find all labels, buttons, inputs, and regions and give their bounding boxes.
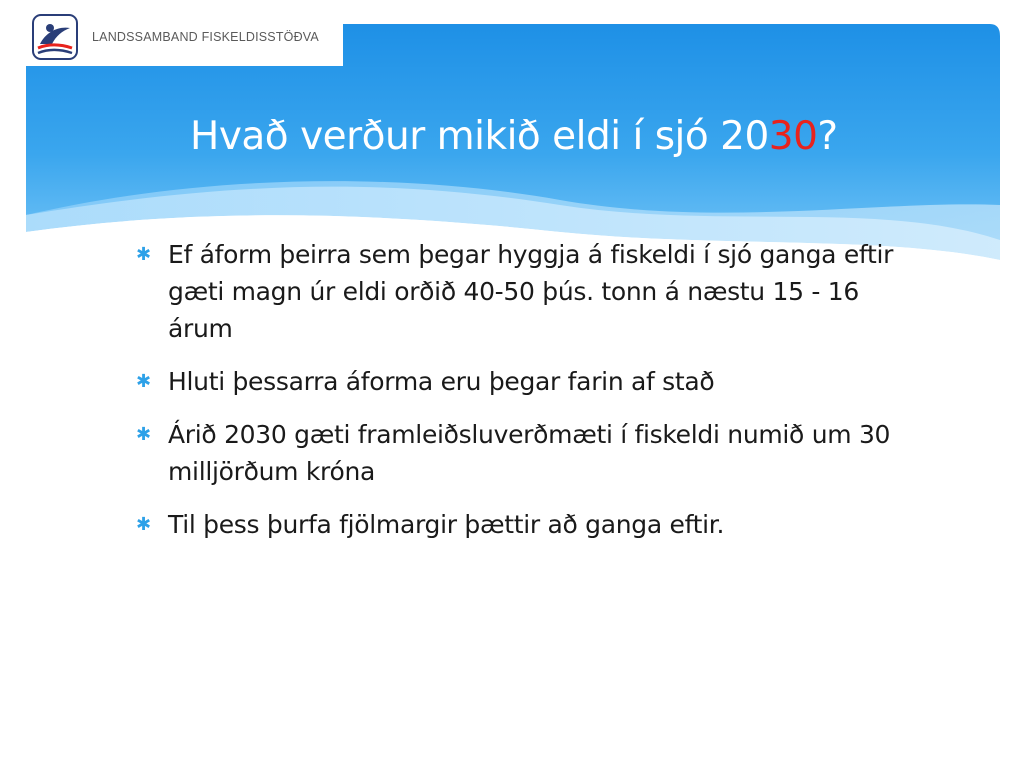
title-main: Hvað verður mikið eldi í sjó 20 (190, 114, 769, 160)
title-accent: 30 (768, 114, 818, 160)
bullet-text: Ef áform þeirra sem þegar hyggja á fiskeldi í sjó ganga eftir gæti magn úr eldi orðið 40-50 þús. tonn á næstu 15 - 16 árum (168, 240, 894, 343)
page-title (190, 114, 910, 159)
bullet-text: Til þess þurfa fjölmargir þættir að ganga eftir. (168, 510, 725, 539)
asterisk-icon: ✱ (136, 424, 151, 445)
asterisk-icon: ✱ (136, 514, 151, 535)
list-item (134, 236, 924, 347)
bullet-text: Árið 2030 gæti framleiðsluverðmæti í fiskeldi numið um 30 milljörðum króna (168, 420, 891, 486)
fish-farm-logo-icon (32, 14, 78, 60)
list-item (134, 363, 924, 400)
bullet-text: Hluti þessarra áforma eru þegar farin af stað (168, 367, 715, 396)
title-end: ? (817, 114, 838, 160)
logo (26, 8, 343, 66)
list-item (134, 506, 924, 543)
list-item (134, 416, 924, 490)
bullet-list (134, 236, 924, 559)
asterisk-icon: ✱ (136, 371, 151, 392)
asterisk-icon: ✱ (136, 244, 151, 265)
organization-name: LANDSSAMBAND FISKELDISSTÖÐVA (92, 30, 319, 44)
